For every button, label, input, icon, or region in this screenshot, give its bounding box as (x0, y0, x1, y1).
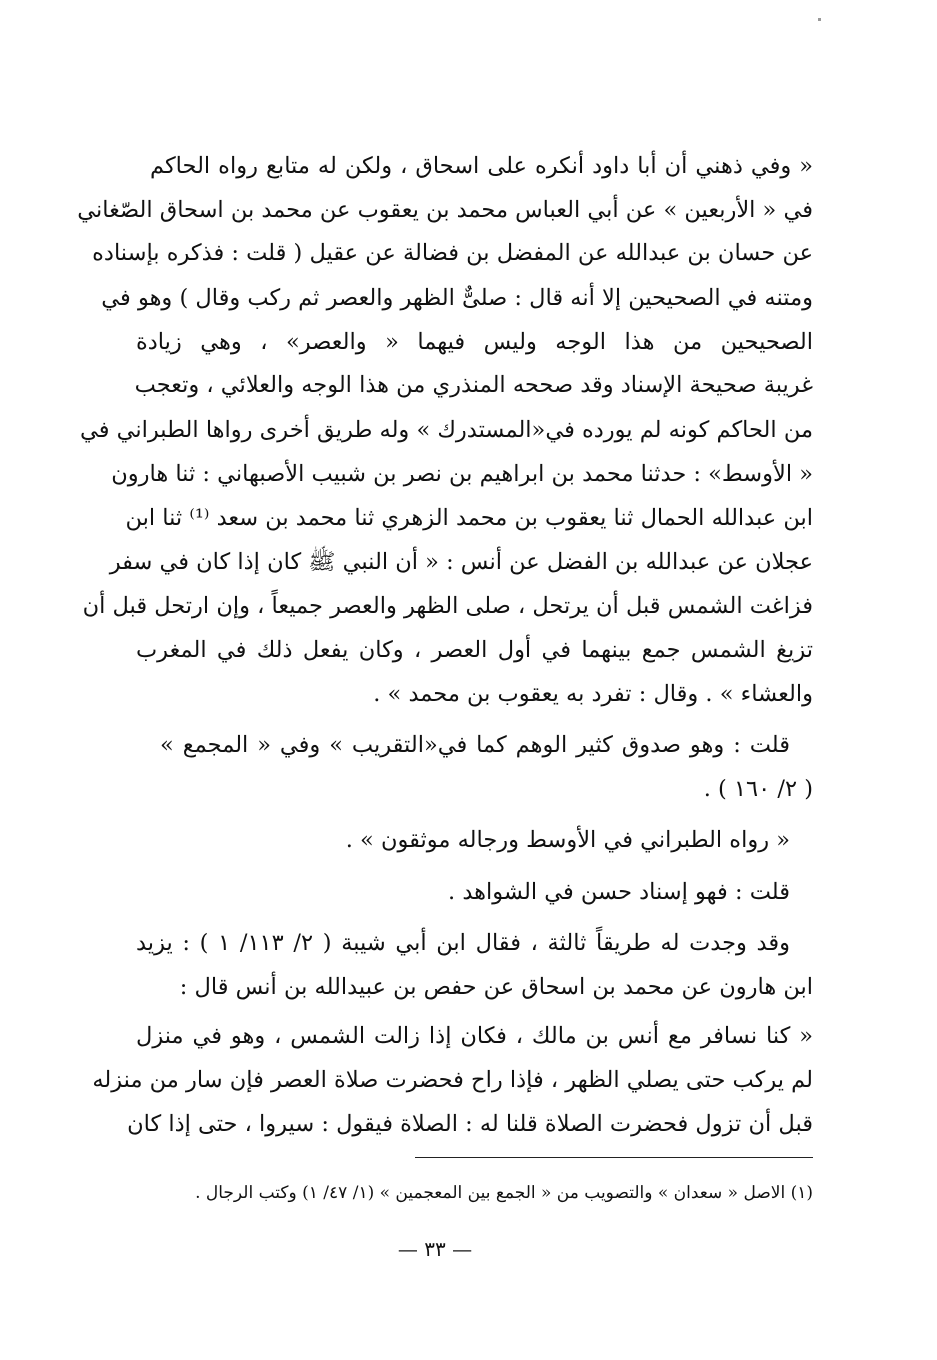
text-line: قبل أن تزول فحضرت الصلاة قلنا له : الصلاة فيقول : سيروا ، حتى إذا كان (127, 1111, 813, 1137)
text-line: قلت : فهو إسناد حسن في الشواهد . (448, 879, 790, 905)
text-line: لم يركب حتى يصلي الظهر ، فإذا راح فحضرت صلاة العصر فإن سار من منزله (92, 1067, 813, 1093)
text-line: ومتنه في الصحيحين إلا أنه قال : صلىٌّ الظهر والعصر ثم ركب وقال ) وهو في (101, 285, 813, 311)
text-line: عن حسان بن عبدالله عن المفضل بن فضالة عن عقيل ( قلت : فذكره بإسناده (92, 240, 813, 266)
scan-speck (818, 18, 821, 21)
text-line: غريبة صحيحة الإسناد وقد صححه المنذري من هذا الوجه والعلائي ، وتعجب (134, 372, 813, 398)
text-line: في « الأربعين » عن أبي العباس محمد بن يعقوب عن محمد بن اسحاق الصّغاني (77, 197, 813, 223)
text-line: ابن هارون عن محمد بن اسحاق عن حفص بن عبيدالله بن أنس قال : (179, 974, 813, 1000)
text-line: والعشاء » . وقال : تفرد به يعقوب بن محمد » . (373, 681, 813, 707)
text-line: « الأوسط» : حدثنا محمد بن ابراهيم بن نصر بن شبيب الأصبهاني : ثنا هارون (111, 461, 813, 487)
text-line: . ( ٢/ ١٦٠ ) (703, 776, 813, 802)
text-line: عجلان عن عبدالله بن الفضل عن أنس : « أن النبي ﷺ كان إذا كان في سفر (109, 549, 813, 575)
text-line: تزيغ الشمس جمع بينهما في أول العصر ، وكان يفعل ذلك في المغرب (136, 637, 813, 663)
text-line: قلت : وهو صدوق كثير الوهم كما في«التقريب » وفي « المجمع » (160, 732, 790, 758)
text-line: الصحيحين من هذا الوجه وليس فيهما « والعصر» ، وهي زيادة (136, 329, 813, 355)
text-line: ابن عبدالله الحمال ثنا يعقوب بن محمد الزهري ثنا محمد بن سعد ⁽¹⁾ ثنا ابن (125, 505, 813, 531)
page-number: — ٣٣ — (397, 1237, 473, 1261)
text-line: وقد وجدت له طريقاً ثالثة ، فقال ابن أبي شيبة ( ٢/ ١١٣/ ١ ) : يزيد (136, 930, 790, 956)
footnote-separator (415, 1157, 813, 1158)
quote-line: « رواه الطبراني في الأوسط ورجاله موثقون » . (345, 827, 790, 853)
text-line: « كنا نسافر مع أنس بن مالك ، فكان إذا زالت الشمس ، وهو في منزل (136, 1023, 813, 1049)
text-line: فزاغت الشمس قبل أن يرتحل ، صلى الظهر والعصر جميعاً ، وإن ارتحل قبل أن (82, 593, 813, 619)
footnote: (١) الاصل « سعدان » والتصويب من « الجمع بين المعجمين » (١/ ٤٧/ ١) وكتب الرجال . (195, 1183, 813, 1203)
text-line: من الحاكم كونه لم يورده في«المستدرك » وله طريق أخرى رواها الطبراني في (79, 417, 813, 443)
text-line: « وفي ذهني أن أبا داود أنكره على اسحاق ، ولكن له متابع رواه الحاكم (150, 153, 813, 179)
